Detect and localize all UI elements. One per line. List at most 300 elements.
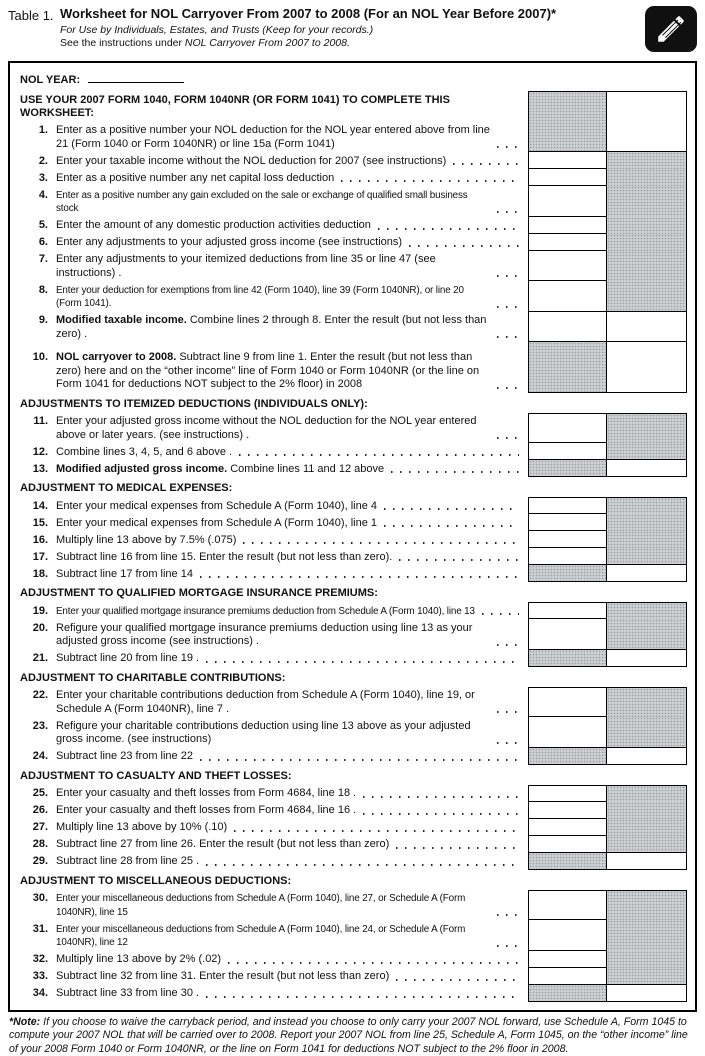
line-number: 2. bbox=[20, 152, 48, 169]
line-text bbox=[56, 124, 490, 151]
line-number: 8. bbox=[20, 281, 48, 312]
line-number: 6. bbox=[20, 234, 48, 251]
line-29-entry-left bbox=[528, 853, 607, 870]
line-14-entry-left[interactable] bbox=[528, 497, 607, 514]
line-10-entry-right[interactable] bbox=[607, 342, 687, 393]
line-label bbox=[48, 717, 528, 748]
line-1-entry-left bbox=[528, 122, 607, 153]
line-text bbox=[56, 551, 392, 565]
dot-leader bbox=[497, 742, 519, 744]
dot-leader bbox=[363, 796, 519, 798]
dot-leader bbox=[497, 945, 519, 947]
line-text-body: Enter your miscellaneous deductions from Schedule A (Form 1040), line 27, or Schedule A (Form 1040NR), line 15 bbox=[56, 893, 465, 918]
line-label bbox=[48, 602, 528, 619]
line-label bbox=[48, 802, 528, 819]
line-number: 33. bbox=[20, 968, 48, 985]
line-20-entry-right bbox=[607, 619, 687, 650]
line-17-entry-right bbox=[607, 548, 687, 565]
dot-leader bbox=[497, 275, 519, 277]
line-number: 10. bbox=[20, 342, 48, 393]
masthead bbox=[8, 6, 697, 58]
worksheet-row bbox=[10, 443, 695, 460]
see-instructions-reference: NOL Carryover From 2007 to 2008. bbox=[185, 37, 350, 49]
line-21-entry-left bbox=[528, 650, 607, 667]
line-27-entry-right bbox=[607, 819, 687, 836]
line-text-body: Enter as a positive number your NOL deduction for the NOL year entered above from line 21 (Form 1040 or Form 1040NR) or line 15a (Form 1041) bbox=[56, 124, 490, 150]
line-22-entry-right bbox=[607, 687, 687, 718]
section-header: ADJUSTMENTS TO ITEMIZED DEDUCTIONS (INDIVIDUALS ONLY): bbox=[10, 393, 695, 413]
dot-leader bbox=[206, 661, 519, 663]
line-label bbox=[48, 687, 528, 718]
worksheet-row bbox=[10, 152, 695, 169]
line-text bbox=[56, 804, 356, 818]
subtitle-line2 bbox=[60, 37, 627, 50]
worksheet-row bbox=[10, 217, 695, 234]
line-text-body: Refigure your charitable contributions deduction using line 13 above as your adjusted gross income. (see instructions) bbox=[56, 720, 471, 746]
line-text bbox=[56, 605, 475, 619]
line-26-entry-right bbox=[607, 802, 687, 819]
line-header-entry-right[interactable] bbox=[607, 91, 687, 122]
dot-leader bbox=[453, 163, 519, 165]
line-text bbox=[56, 463, 384, 477]
dot-leader bbox=[497, 914, 519, 916]
line-24-entry-left bbox=[528, 748, 607, 765]
section-header: ADJUSTMENT TO CHARITABLE CONTRIBUTIONS: bbox=[10, 667, 695, 687]
worksheet-row bbox=[10, 169, 695, 186]
line-7-entry-right bbox=[607, 251, 687, 282]
section-header: ADJUSTMENT TO QUALIFIED MORTGAGE INSURANCE PREMIUMS: bbox=[10, 582, 695, 602]
footnote-label: *Note: bbox=[9, 1016, 40, 1028]
line-text-body: Enter your casualty and theft losses from Form 4684, line 18 . bbox=[56, 787, 356, 799]
worksheet-table bbox=[8, 61, 697, 1012]
line-23-entry-left[interactable] bbox=[528, 717, 607, 748]
worksheet-row bbox=[10, 413, 695, 444]
line-text bbox=[56, 415, 490, 442]
line-15-entry-right bbox=[607, 514, 687, 531]
dot-leader bbox=[497, 387, 519, 389]
worksheet-row bbox=[10, 602, 695, 619]
dot-leader bbox=[396, 847, 519, 849]
dot-leader bbox=[497, 306, 519, 308]
dot-leader bbox=[206, 864, 519, 866]
line-label bbox=[48, 853, 528, 870]
line-text bbox=[56, 351, 490, 392]
line-text-body: Enter your taxable income without the NOL deduction for 2007 (see instructions) bbox=[56, 155, 446, 167]
line-3-entry-right bbox=[607, 169, 687, 186]
line-number: 28. bbox=[20, 836, 48, 853]
line-number: 31. bbox=[20, 920, 48, 951]
line-text bbox=[56, 314, 490, 341]
line-30-entry-right bbox=[607, 890, 687, 921]
section-header: ADJUSTMENT TO MISCELLANEOUS DEDUCTIONS: bbox=[10, 870, 695, 890]
dot-leader bbox=[482, 613, 519, 615]
table-label: Table 1. bbox=[8, 6, 60, 50]
use-forms-header bbox=[20, 91, 528, 122]
line-number: 11. bbox=[20, 413, 48, 444]
line-text bbox=[56, 923, 490, 950]
line-5-entry-right bbox=[607, 217, 687, 234]
line-text-body: Enter any adjustments to your itemized deductions from line 35 or line 47 (see instructions) . bbox=[56, 253, 436, 279]
line-text bbox=[56, 953, 221, 967]
line-number: 29. bbox=[20, 853, 48, 870]
dot-leader bbox=[341, 180, 519, 182]
worksheet-row bbox=[10, 748, 695, 765]
line-number: 24. bbox=[20, 748, 48, 765]
line-text bbox=[56, 750, 193, 764]
line-bold-lead: Modified taxable income. bbox=[56, 314, 190, 326]
dot-leader bbox=[409, 245, 519, 247]
line-text bbox=[56, 253, 490, 280]
worksheet-row bbox=[10, 650, 695, 667]
line-text-body: Subtract line 27 from line 26. Enter the result (but not less than zero) bbox=[56, 838, 389, 850]
dot-leader bbox=[200, 576, 519, 578]
worksheet-row bbox=[10, 920, 695, 951]
line-29-entry-right[interactable] bbox=[607, 853, 687, 870]
worksheet-row bbox=[10, 951, 695, 968]
line-text bbox=[56, 189, 490, 216]
line-text-body: Subtract line 17 from line 14 bbox=[56, 568, 193, 580]
dot-leader bbox=[363, 813, 519, 815]
line-text-body: Enter your charitable contributions deduction from Schedule A (Form 1040), line 19, or Schedule A (Form 1040NR), line 7 . bbox=[56, 689, 475, 715]
line-label bbox=[48, 234, 528, 251]
line-text-body: Subtract line 20 from line 19 . bbox=[56, 652, 199, 664]
line-text-body: Enter your medical expenses from Schedule A (Form 1040), line 4 bbox=[56, 500, 377, 512]
dot-leader bbox=[497, 437, 519, 439]
subtitle-line1: For Use by Individuals, Estates, and Trusts (Keep for your records.) bbox=[60, 24, 627, 37]
line-16-entry-right bbox=[607, 531, 687, 548]
line-text-body: Combine lines 3, 4, 5, and 6 above . bbox=[56, 446, 232, 458]
line-text bbox=[56, 500, 377, 514]
worksheet-row bbox=[10, 251, 695, 282]
line-number: 12. bbox=[20, 443, 48, 460]
dot-leader bbox=[243, 542, 519, 544]
worksheet-row bbox=[10, 497, 695, 514]
title-block bbox=[60, 6, 697, 50]
line-text-body: Multiply line 13 above by 7.5% (.075) bbox=[56, 534, 236, 546]
line-label bbox=[48, 785, 528, 802]
worksheet-row bbox=[10, 802, 695, 819]
line-34-entry-left bbox=[528, 985, 607, 1002]
section-header: ADJUSTMENT TO MEDICAL EXPENSES: bbox=[10, 477, 695, 497]
dot-leader bbox=[206, 996, 519, 998]
line-text-body: Subtract line 9 from line 1. Enter the result (but not less than zero) here and on the “other income” line of Form 1040 or Form 1040NR (or the line on Form 1041 for deductions NOT subject to the 2% floor) in 2008 bbox=[56, 351, 479, 390]
dot-leader bbox=[497, 336, 519, 338]
line-number: 9. bbox=[20, 312, 48, 343]
line-text-body: Enter as a positive number any net capital loss deduction bbox=[56, 172, 334, 184]
dot-leader bbox=[497, 711, 519, 713]
dot-leader bbox=[384, 508, 519, 510]
line-label bbox=[48, 890, 528, 921]
line-text-body: Subtract line 28 from line 25 . bbox=[56, 855, 199, 867]
line-label bbox=[48, 951, 528, 968]
worksheet-row bbox=[10, 531, 695, 548]
line-text bbox=[56, 622, 490, 649]
line-label bbox=[48, 497, 528, 514]
line-label bbox=[48, 186, 528, 217]
footnote-text: If you choose to waive the carryback period, and instead you choose to only carry your 2007 NOL forward, use Schedule A, Form 1045 to compute your 2007 NOL that will be carried over to 2008. Report your 2007 NOL from line 25, Schedule A, Form 1045, on the “other income” line of your 2008 Form 1040 or Form 1040NR, or the line on Form 1041 for deductions NOT subject to the 2% floor in 2008. bbox=[9, 1016, 688, 1055]
line-number: 20. bbox=[20, 619, 48, 650]
worksheet-row bbox=[10, 836, 695, 853]
line-label bbox=[48, 565, 528, 582]
worksheet-row bbox=[10, 968, 695, 985]
line-number: 18. bbox=[20, 565, 48, 582]
line-text bbox=[56, 838, 389, 852]
line-text bbox=[56, 970, 389, 984]
line-label bbox=[48, 217, 528, 234]
line-10-entry-left bbox=[528, 342, 607, 393]
line-31-entry-left[interactable] bbox=[528, 920, 607, 951]
worksheet-row bbox=[10, 281, 695, 312]
line-text bbox=[56, 284, 490, 311]
line-text bbox=[20, 94, 523, 121]
line-label bbox=[48, 122, 528, 153]
line-label bbox=[48, 548, 528, 565]
line-text-body: Refigure your qualified mortgage insurance premiums deduction using line 13 as your adjusted gross income (see instructions) . bbox=[56, 622, 472, 648]
line-23-entry-right bbox=[607, 717, 687, 748]
worksheet-row bbox=[10, 985, 695, 1002]
worksheet-row bbox=[10, 312, 695, 343]
line-label bbox=[48, 514, 528, 531]
line-9-entry-left[interactable] bbox=[528, 312, 607, 343]
worksheet-row bbox=[10, 619, 695, 650]
line-label bbox=[48, 152, 528, 169]
line-21-entry-right[interactable] bbox=[607, 650, 687, 667]
dot-leader bbox=[228, 962, 519, 964]
line-19-entry-left[interactable] bbox=[528, 602, 607, 619]
dot-leader bbox=[378, 228, 519, 230]
line-20-entry-left[interactable] bbox=[528, 619, 607, 650]
line-text bbox=[56, 172, 334, 186]
line-18-entry-left bbox=[528, 565, 607, 582]
worksheet-row bbox=[10, 91, 695, 122]
line-4-entry-right bbox=[607, 186, 687, 217]
line-16-entry-left[interactable] bbox=[528, 531, 607, 548]
line-label bbox=[48, 281, 528, 312]
line-12-entry-right bbox=[607, 443, 687, 460]
worksheet-row bbox=[10, 122, 695, 153]
line-text bbox=[56, 155, 446, 169]
line-label bbox=[48, 531, 528, 548]
line-text-body: USE YOUR 2007 FORM 1040, FORM 1040NR (OR FORM 1041) TO COMPLETE THIS WORKSHEET: bbox=[20, 94, 450, 120]
line-label bbox=[48, 650, 528, 667]
line-bold-lead: Modified adjusted gross income. bbox=[56, 463, 230, 475]
line-bold-lead: NOL carryover to 2008. bbox=[56, 351, 179, 363]
line-text-body: Multiply line 13 above by 2% (.02) bbox=[56, 953, 221, 965]
line-number: 27. bbox=[20, 819, 48, 836]
see-instructions-prefix: See the instructions under bbox=[60, 37, 185, 49]
dot-leader bbox=[200, 759, 519, 761]
line-number: 4. bbox=[20, 186, 48, 217]
worksheet-row bbox=[10, 186, 695, 217]
line-22-entry-left[interactable] bbox=[528, 687, 607, 718]
line-number: 19. bbox=[20, 602, 48, 619]
worksheet-row bbox=[10, 819, 695, 836]
line-number: 7. bbox=[20, 251, 48, 282]
line-text bbox=[56, 652, 199, 666]
line-14-entry-right bbox=[607, 497, 687, 514]
line-text bbox=[56, 855, 199, 869]
dot-leader bbox=[497, 211, 519, 213]
line-number: 3. bbox=[20, 169, 48, 186]
line-17-entry-left[interactable] bbox=[528, 548, 607, 565]
worksheet-row bbox=[10, 890, 695, 921]
worksheet-row bbox=[10, 565, 695, 582]
line-31-entry-right bbox=[607, 920, 687, 951]
line-15-entry-left[interactable] bbox=[528, 514, 607, 531]
line-text-body: Multiply line 13 above by 10% (.10) bbox=[56, 821, 227, 833]
pencil-icon-glyph bbox=[654, 12, 688, 46]
line-2-entry-left[interactable] bbox=[528, 152, 607, 169]
section-header: ADJUSTMENT TO CASUALTY AND THEFT LOSSES: bbox=[10, 765, 695, 785]
line-6-entry-left[interactable] bbox=[528, 234, 607, 251]
line-text bbox=[56, 689, 490, 716]
line-text bbox=[56, 534, 236, 548]
line-text bbox=[56, 720, 490, 747]
line-label bbox=[48, 819, 528, 836]
line-text-body: Subtract line 33 from line 30 . bbox=[56, 987, 199, 999]
line-text-body: Enter your medical expenses from Schedule A (Form 1040), line 1 bbox=[56, 517, 377, 529]
line-label bbox=[48, 920, 528, 951]
line-2-entry-right bbox=[607, 152, 687, 169]
line-28-entry-right bbox=[607, 836, 687, 853]
worksheet-row bbox=[10, 785, 695, 802]
line-label bbox=[48, 748, 528, 765]
nol-year-label: NOL YEAR: bbox=[20, 74, 80, 86]
dot-leader bbox=[234, 830, 519, 832]
worksheet-row bbox=[10, 514, 695, 531]
worksheet-row bbox=[10, 687, 695, 718]
line-5-entry-left[interactable] bbox=[528, 217, 607, 234]
worksheet-row bbox=[10, 342, 695, 393]
line-number: 23. bbox=[20, 717, 48, 748]
page-title: Worksheet for NOL Carryover From 2007 to 2008 (For an NOL Year Before 2007)* bbox=[60, 6, 627, 21]
line-13-entry-right[interactable] bbox=[607, 460, 687, 477]
dot-leader bbox=[391, 471, 519, 473]
line-label bbox=[48, 251, 528, 282]
line-text-body: Subtract line 32 from line 31. Enter the result (but not less than zero) bbox=[56, 970, 389, 982]
line-number: 21. bbox=[20, 650, 48, 667]
line-32-entry-left[interactable] bbox=[528, 951, 607, 968]
line-1-entry-right[interactable] bbox=[607, 122, 687, 153]
dot-leader bbox=[497, 146, 519, 148]
nol-year-input[interactable] bbox=[88, 71, 184, 83]
line-text-body: Enter your casualty and theft losses from Form 4684, line 16 . bbox=[56, 804, 356, 816]
line-27-entry-left[interactable] bbox=[528, 819, 607, 836]
line-text-body: Enter as a positive number any gain excluded on the sale or exchange of qualified small business stock bbox=[56, 190, 468, 215]
line-13-entry-left bbox=[528, 460, 607, 477]
line-7-entry-left[interactable] bbox=[528, 251, 607, 282]
line-text-body: Enter your adjusted gross income without the NOL deduction for the NOL year entered above or later years. (see instructions) . bbox=[56, 415, 476, 441]
line-number: 15. bbox=[20, 514, 48, 531]
dot-leader bbox=[396, 979, 519, 981]
pencil-icon bbox=[645, 6, 697, 52]
line-6-entry-right bbox=[607, 234, 687, 251]
line-text-body: Enter your qualified mortgage insurance premiums deduction from Schedule A (Form 1040), line 13 bbox=[56, 606, 475, 617]
line-label bbox=[48, 985, 528, 1002]
line-header-entry-left bbox=[528, 91, 607, 122]
line-label bbox=[48, 619, 528, 650]
line-text bbox=[56, 821, 227, 835]
line-18-entry-right[interactable] bbox=[607, 565, 687, 582]
line-text bbox=[56, 987, 199, 1001]
line-text-body: Combine lines 11 and 12 above bbox=[230, 463, 384, 475]
dot-leader bbox=[399, 559, 519, 561]
dot-leader bbox=[497, 644, 519, 646]
line-label bbox=[48, 968, 528, 985]
line-25-entry-left[interactable] bbox=[528, 785, 607, 802]
line-number: 5. bbox=[20, 217, 48, 234]
line-text bbox=[56, 236, 402, 250]
line-number: 22. bbox=[20, 687, 48, 718]
worksheet-row bbox=[10, 853, 695, 870]
line-28-entry-left[interactable] bbox=[528, 836, 607, 853]
worksheet-row bbox=[10, 548, 695, 565]
line-number: 25. bbox=[20, 785, 48, 802]
line-9-entry-right[interactable] bbox=[607, 312, 687, 343]
worksheet-row bbox=[10, 234, 695, 251]
line-text-body: Enter your miscellaneous deductions from Schedule A (Form 1040), line 24, or Schedule A (Form 1040NR), line 12 bbox=[56, 924, 465, 949]
dot-leader bbox=[239, 454, 519, 456]
line-33-entry-left[interactable] bbox=[528, 968, 607, 985]
line-number: 17. bbox=[20, 548, 48, 565]
line-number: 1. bbox=[20, 122, 48, 153]
line-34-entry-right[interactable] bbox=[607, 985, 687, 1002]
line-text bbox=[56, 892, 490, 919]
line-text-body: Subtract line 16 from line 15. Enter the result (but not less than zero). bbox=[56, 551, 392, 563]
line-text-body: Enter your deduction for exemptions from line 42 (Form 1040), line 39 (Form 1040NR), or line 20 (Form 1041). bbox=[56, 285, 464, 310]
line-19-entry-right bbox=[607, 602, 687, 619]
line-number: 16. bbox=[20, 531, 48, 548]
line-11-entry-left[interactable] bbox=[528, 413, 607, 444]
line-label bbox=[48, 443, 528, 460]
line-label bbox=[48, 342, 528, 393]
line-25-entry-right bbox=[607, 785, 687, 802]
line-12-entry-left[interactable] bbox=[528, 443, 607, 460]
line-label bbox=[48, 413, 528, 444]
worksheet-row bbox=[10, 460, 695, 477]
line-number: 34. bbox=[20, 985, 48, 1002]
line-30-entry-left[interactable] bbox=[528, 890, 607, 921]
line-8-entry-right bbox=[607, 281, 687, 312]
dot-leader bbox=[384, 525, 519, 527]
line-label bbox=[48, 169, 528, 186]
line-text bbox=[56, 787, 356, 801]
line-number: 14. bbox=[20, 497, 48, 514]
line-8-entry-left[interactable] bbox=[528, 281, 607, 312]
line-number: 30. bbox=[20, 890, 48, 921]
line-11-entry-right bbox=[607, 413, 687, 444]
line-text-body: Combine lines 2 through 8. Enter the result (but not less than zero) . bbox=[56, 314, 486, 340]
line-text bbox=[56, 568, 193, 582]
line-text bbox=[56, 517, 377, 531]
line-number: 13. bbox=[20, 460, 48, 477]
line-text-body: Enter any adjustments to your adjusted gross income (see instructions) bbox=[56, 236, 402, 248]
line-4-entry-left[interactable] bbox=[528, 186, 607, 217]
worksheet-body bbox=[10, 91, 695, 1002]
line-number: 26. bbox=[20, 802, 48, 819]
line-text-body: Subtract line 23 from line 22 bbox=[56, 750, 193, 762]
line-label bbox=[48, 836, 528, 853]
line-text-body: Enter the amount of any domestic production activities deduction bbox=[56, 219, 371, 231]
line-32-entry-right bbox=[607, 951, 687, 968]
line-number: 32. bbox=[20, 951, 48, 968]
line-26-entry-left[interactable] bbox=[528, 802, 607, 819]
footnote bbox=[8, 1012, 697, 1056]
line-33-entry-right bbox=[607, 968, 687, 985]
line-24-entry-right[interactable] bbox=[607, 748, 687, 765]
line-3-entry-left[interactable] bbox=[528, 169, 607, 186]
nol-year-row bbox=[10, 66, 695, 91]
